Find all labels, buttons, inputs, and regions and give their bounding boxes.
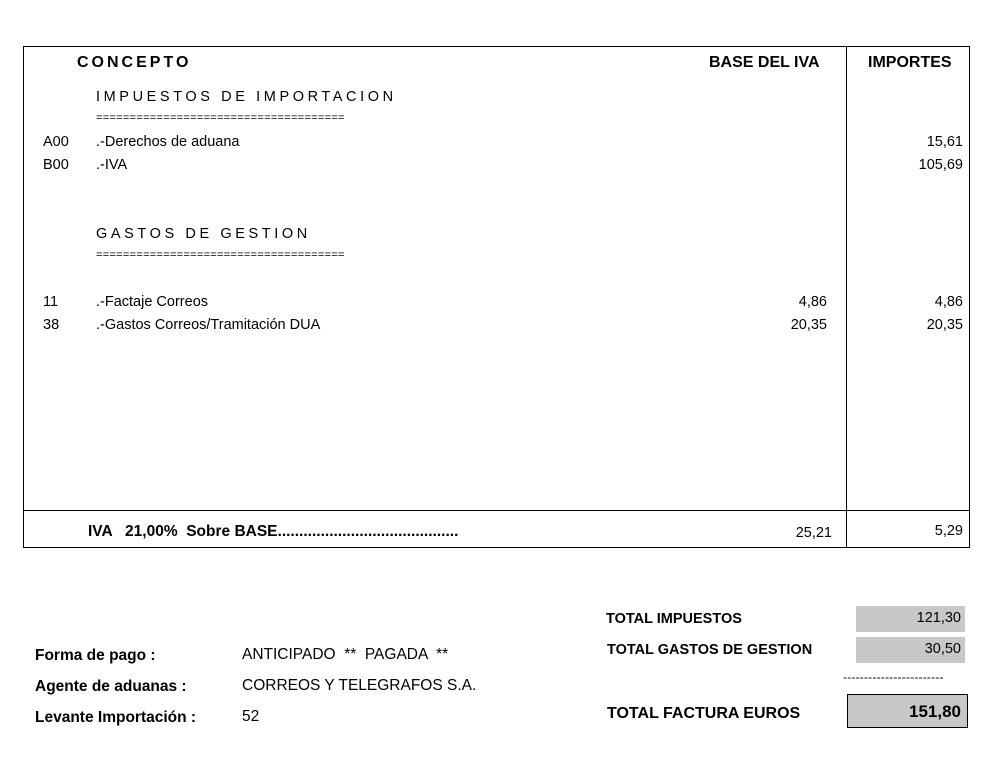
- section-title-gastos: GASTOS DE GESTION: [96, 226, 311, 242]
- row-description: .-IVA: [96, 157, 128, 173]
- iva-summary-importe: 5,29: [934, 523, 963, 539]
- row-code: 11: [43, 294, 59, 310]
- row-importe: 4,86: [934, 294, 963, 310]
- total-factura-value: 151,80: [847, 694, 968, 728]
- column-divider-importes: [846, 46, 847, 548]
- total-gestion-value: 30,50: [856, 637, 965, 663]
- iva-summary-base: 25,21: [795, 525, 832, 541]
- section-separator: =====================================: [96, 112, 345, 124]
- row-description: .-Factaje Correos: [96, 294, 209, 310]
- customs-agent-label: Agente de aduanas :: [35, 678, 187, 695]
- row-importe: 20,35: [926, 317, 963, 333]
- row-importe: 105,69: [918, 157, 963, 173]
- header-importes: IMPORTES: [868, 54, 952, 71]
- header-concepto: CONCEPTO: [77, 54, 192, 71]
- row-description: .-Derechos de aduana: [96, 134, 240, 150]
- totals-dash-separator: ------------------------: [843, 670, 944, 684]
- iva-summary-label: IVA 21,00% Sobre BASE..........................................: [88, 523, 459, 540]
- total-impuestos-value: 121,30: [856, 606, 965, 632]
- section-title-impuestos: IMPUESTOS DE IMPORTACION: [96, 89, 397, 105]
- row-base: 20,35: [790, 317, 827, 333]
- payment-method-label: Forma de pago :: [35, 647, 156, 664]
- row-base: 4,86: [798, 294, 827, 310]
- row-importe: 15,61: [926, 134, 963, 150]
- import-release-label: Levante Importación :: [35, 709, 197, 726]
- payment-method-value: ANTICIPADO ** PAGADA **: [242, 646, 449, 663]
- section-separator: =====================================: [96, 249, 345, 261]
- iva-row-divider: [23, 510, 970, 511]
- total-impuestos-label: TOTAL IMPUESTOS: [606, 611, 742, 627]
- row-code: A00: [43, 134, 69, 150]
- row-code: 38: [43, 317, 60, 333]
- row-description: .-Gastos Correos/Tramitación DUA: [96, 317, 321, 333]
- customs-agent-value: CORREOS Y TELEGRAFOS S.A.: [242, 677, 477, 694]
- import-release-value: 52: [242, 708, 260, 725]
- row-code: B00: [43, 157, 69, 173]
- header-base-iva: BASE DEL IVA: [709, 54, 820, 71]
- total-factura-label: TOTAL FACTURA EUROS: [607, 705, 801, 722]
- total-gestion-label: TOTAL GASTOS DE GESTION: [607, 642, 813, 658]
